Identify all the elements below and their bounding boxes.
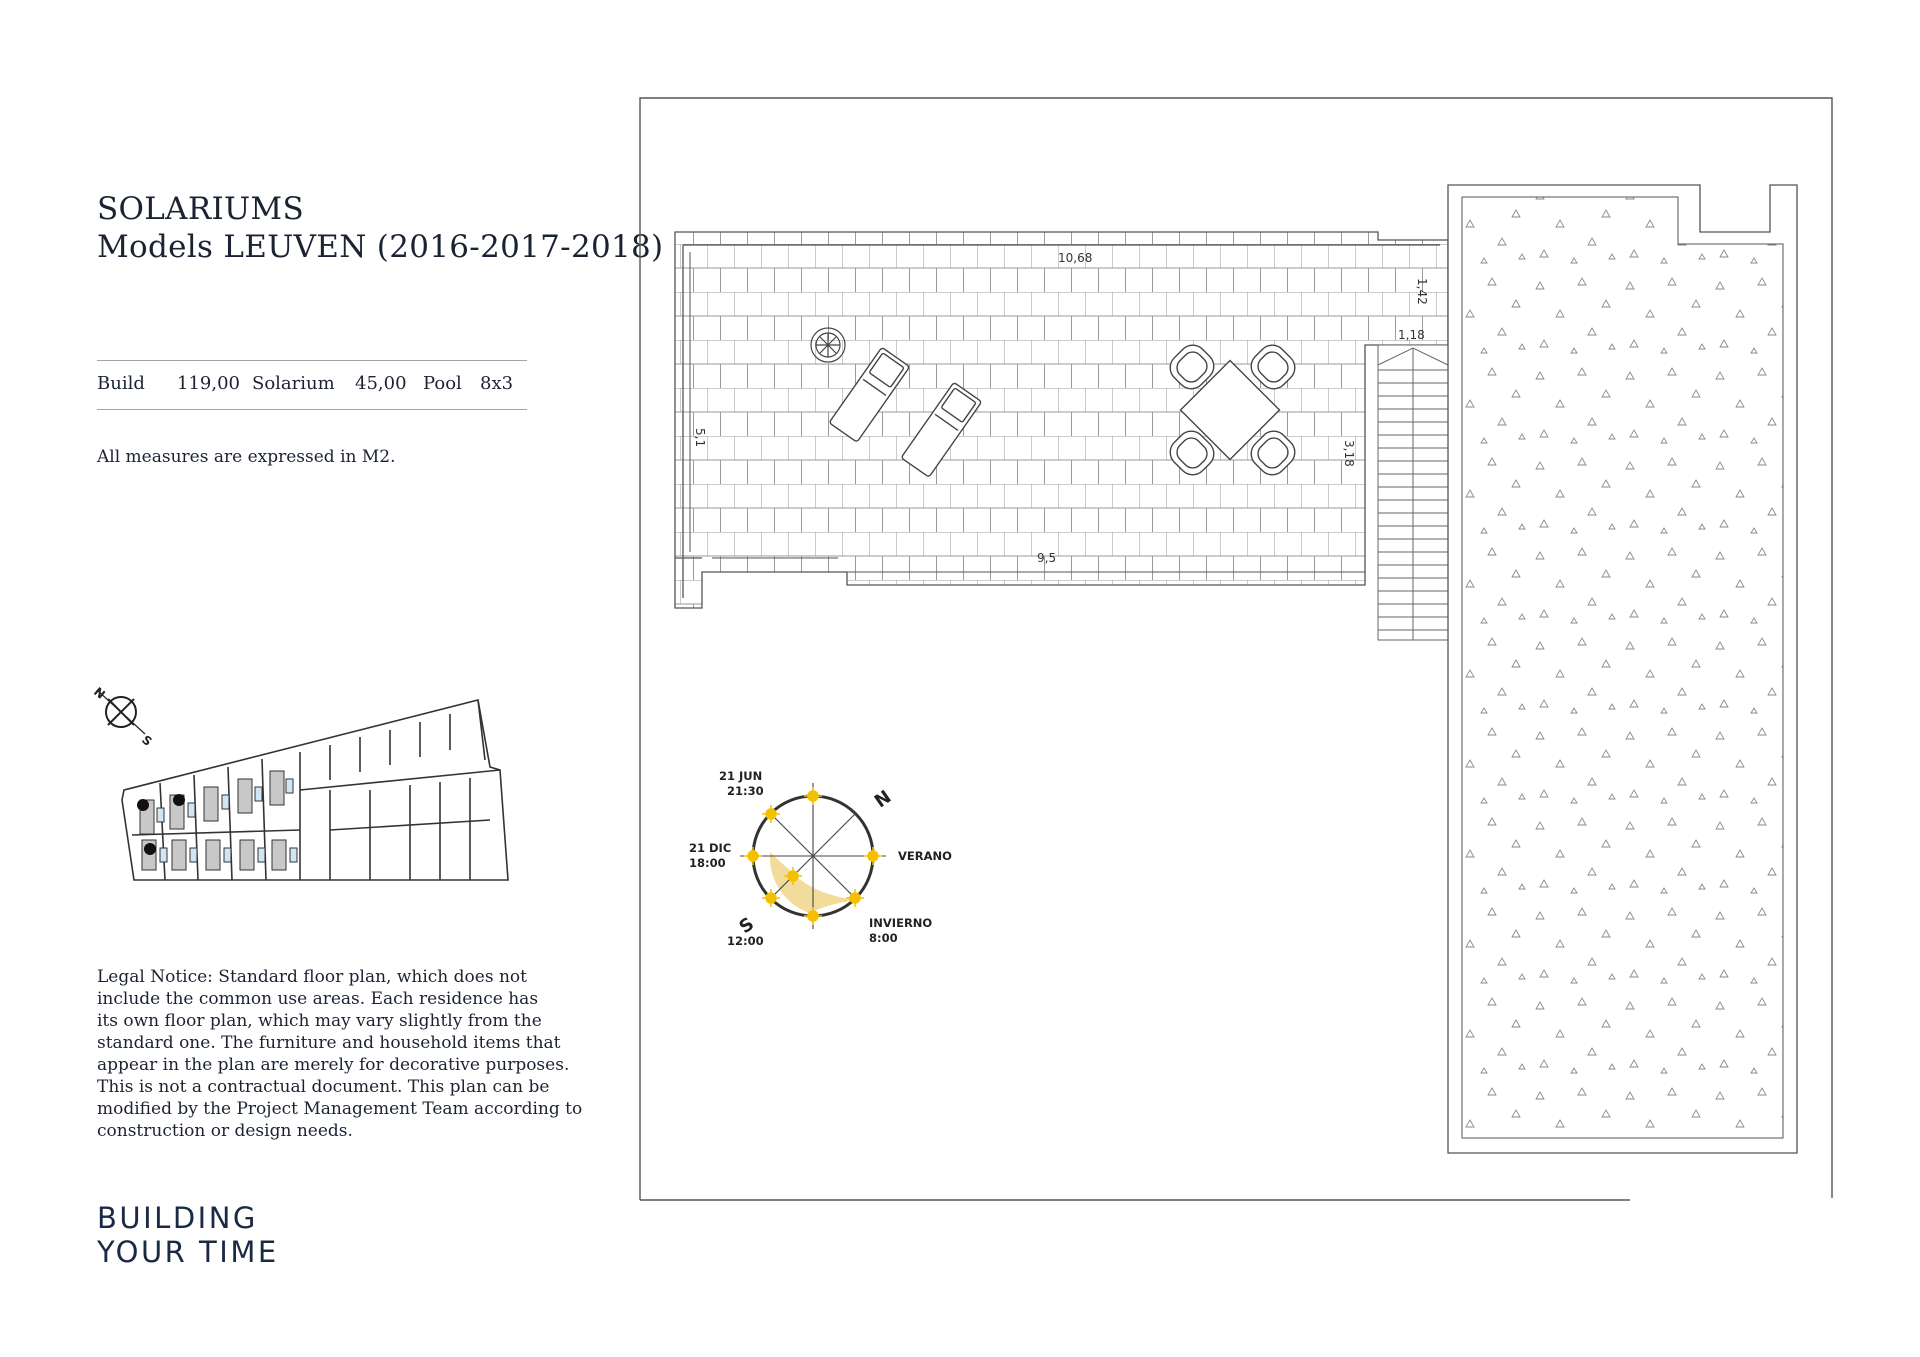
site-compass-north: N: [91, 684, 108, 702]
sun-path-diagram: [689, 769, 952, 948]
parasol-icon: [811, 328, 845, 362]
sun-noon-label: 12:00: [727, 934, 764, 948]
legal-line: construction or design needs.: [97, 1121, 353, 1141]
legal-line: appear in the plan are merely for decorative purposes.: [97, 1055, 570, 1075]
legal-line: include the common use areas. Each residence has: [97, 989, 539, 1009]
sun-dic-label: 21 DIC: [689, 841, 732, 855]
measures-note: All measures are expressed in M2.: [97, 447, 396, 467]
solarium-value: 45,00: [355, 373, 407, 394]
legal-line: Legal Notice: Standard floor plan, which does not: [97, 967, 527, 987]
legal-line: modified by the Project Management Team according to: [97, 1099, 583, 1119]
sun-south-label: S: [735, 913, 759, 939]
sun-dic-time: 18:00: [689, 856, 726, 870]
solarium-label: Solarium: [252, 373, 335, 394]
staircase: [1378, 345, 1448, 640]
legal-line: standard one. The furniture and household items that: [97, 1033, 561, 1053]
build-label: Build: [97, 373, 145, 394]
legal-line: its own floor plan, which may vary slightly from the: [97, 1011, 542, 1031]
sun-north-label: N: [870, 786, 896, 813]
sun-jun-time: 21:30: [727, 784, 764, 798]
sun-summer-label: VERANO: [898, 849, 952, 863]
page-title-line2: Models LEUVEN (2016-2017-2018): [97, 229, 664, 265]
site-plan-map: [122, 700, 508, 880]
brand-line2: YOUR TIME: [97, 1235, 279, 1269]
dim-step-gap: 1,42: [1415, 278, 1429, 305]
site-compass-south: S: [139, 732, 155, 749]
legal-line: This is not a contractual document. This plan can be: [97, 1077, 550, 1097]
dim-right-depth: 3,18: [1342, 440, 1356, 467]
pool-value: 8x3: [480, 373, 514, 394]
sun-winter-label: INVIERNO: [869, 916, 933, 930]
pool: [1448, 185, 1797, 1153]
sun-winter-time: 8:00: [869, 931, 898, 945]
page-title-line1: SOLARIUMS: [97, 191, 305, 227]
dim-left-depth: 5,1: [693, 428, 707, 448]
dim-bottom-width: 9,5: [1037, 551, 1057, 565]
site-compass-icon: [97, 690, 145, 734]
build-value: 119,00: [177, 373, 240, 394]
sun-jun-label: 21 JUN: [719, 769, 763, 783]
dim-top-width: 10,68: [1058, 251, 1093, 265]
dim-stair-width: 1,18: [1398, 328, 1425, 342]
brand-line1: BUILDING: [97, 1201, 258, 1235]
terrace: [675, 232, 1448, 608]
pool-label: Pool: [423, 373, 462, 394]
